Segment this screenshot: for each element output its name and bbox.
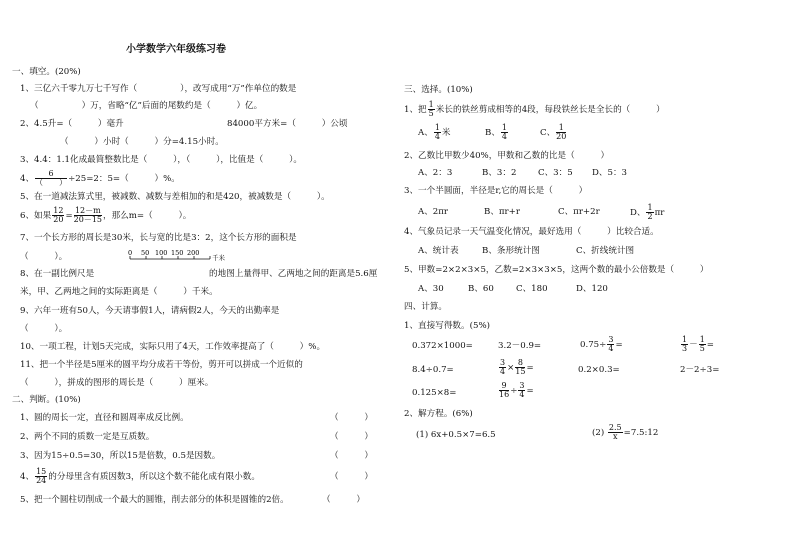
judge-4-prefix: 4、 — [20, 472, 35, 482]
scale-label: 0 — [128, 249, 133, 257]
equals-sign: = — [65, 211, 73, 221]
choice-option: C、3：5 — [538, 168, 573, 178]
question-9-line-1: 9、六年一班有50人，今天请事假1人，请病假2人，今天的出勤率是 — [20, 306, 280, 316]
calc-item — [498, 359, 534, 376]
answer-paren: （ ） — [330, 413, 373, 423]
option-suffix: πr — [654, 208, 665, 218]
calc-operator: － — [689, 340, 698, 350]
option-fraction — [434, 124, 441, 141]
fraction-denominator: （ ） — [35, 178, 68, 187]
fraction-denominator: 5 — [428, 109, 434, 118]
fraction-numerator: 1 — [699, 335, 705, 344]
question-2-line-2: （ ）小时（ ）分=4.15小时。 — [60, 137, 224, 147]
calc-fraction — [499, 382, 509, 399]
choice-5: 5、甲数=2×2×3×5，乙数=2×3×3×5，这两个数的最小公倍数是（ ） — [404, 265, 709, 275]
calc-fraction — [515, 359, 525, 376]
calc-operator: ÷ — [510, 386, 518, 396]
fraction-denominator: 5 — [699, 344, 705, 353]
question-1-line-1: 1、三亿六千零九万七千写作（ ），改写成用“万”作单位的数是 — [20, 84, 297, 94]
fraction-denominator: 20 — [53, 215, 64, 224]
judge-4 — [20, 468, 260, 485]
question-4-prefix: 4、 — [20, 174, 35, 184]
choice-1-fraction — [428, 101, 435, 118]
choice-option: A、2πr — [418, 207, 449, 217]
calc-item — [680, 336, 714, 353]
choice-option: D、5：3 — [592, 168, 628, 178]
question-11-line-2: （ ），拼成的图形的周长是（ ）厘米。 — [20, 378, 214, 388]
judge-4-suffix: 的分母里含有质因数3，所以这个数不能化成有限小数。 — [48, 472, 260, 482]
fraction-denominator: 4 — [519, 390, 525, 399]
choice-option: A、2：3 — [418, 168, 453, 178]
calc-item: 0.372×1000= — [412, 341, 473, 351]
fraction-numerator: 12－m — [74, 206, 101, 215]
map-scale-bar — [124, 248, 234, 262]
page-title: 小学数学六年级练习卷 — [126, 44, 226, 55]
fraction-denominator: 4 — [608, 344, 614, 353]
question-3: 3、4.4：1.1化成最简整数比是（ ），（ ），比值是（ ）。 — [20, 155, 303, 165]
option-label: A、 — [418, 128, 433, 138]
answer-paren: （ ） — [330, 451, 373, 461]
fraction-numerator: 6 — [35, 170, 67, 179]
fraction-numerator: 1 — [428, 100, 434, 109]
judge-4-fraction — [35, 468, 47, 485]
option-fraction — [501, 124, 508, 141]
judge-5: 5、把一个圆柱切削成一个最大的圆锥，削去部分的体积是圆锥的2倍。 — [20, 495, 289, 505]
fraction-denominator: x — [613, 432, 618, 441]
question-2-part-2: 84000平方米=（ ）公顷 — [227, 119, 348, 129]
calc-fraction — [518, 382, 525, 399]
calc-item — [580, 336, 623, 353]
calc-item: 0.125×8= — [412, 388, 457, 398]
judge-2: 2、两个不同的质数一定是互质数。 — [20, 432, 155, 442]
answer-paren: （ ） — [330, 432, 373, 442]
option-label: D、 — [630, 208, 646, 218]
fraction-numerator: 12 — [53, 206, 64, 215]
choice-2: 2、乙数比甲数少40%，甲数和乙数的比是（ ） — [404, 151, 610, 161]
fraction-denominator: 3 — [682, 344, 688, 353]
fraction-numerator: 3 — [500, 358, 506, 367]
answer-paren: （ ） — [330, 472, 373, 482]
calc-operator: × — [507, 363, 515, 373]
question-5: 5、在一道减法算式里，被减数、减数与差相加的和是420，被减数是（ ）。 — [20, 192, 330, 202]
question-4 — [20, 170, 180, 187]
question-8-line-1: 的地图上量得甲、乙两地之间的距离是5.6厘 — [209, 269, 378, 279]
choice-3: 3、一个半圆面，半径是r,它的周长是（ ） — [404, 186, 588, 196]
equation-2 — [592, 424, 658, 441]
calc-equals: = — [706, 340, 714, 350]
fraction-numerator: 9 — [499, 382, 509, 391]
equation-1: (1) 6x+0.5×7=6.5 — [416, 430, 496, 440]
choice-option: B、3：2 — [482, 168, 517, 178]
fraction-denominator: 20－15 — [73, 215, 102, 224]
judge-1: 1、圆的周长一定，直径和圆周率成反比例。 — [20, 413, 189, 423]
fraction-numerator: 1 — [434, 123, 440, 132]
choice-option: C、折线统计图 — [576, 246, 635, 256]
choice-option: B、πr+r — [484, 207, 520, 217]
choice-option: C、180 — [516, 284, 548, 294]
question-7-line-2: （ ）。 — [20, 252, 68, 262]
fraction-numerator: 1 — [682, 335, 688, 344]
calc-fraction — [499, 359, 506, 376]
judge-3: 3、因为15÷0.5=30，所以15是倍数，0.5是因数。 — [20, 451, 221, 461]
equation-heading: 2、解方程。(6%) — [404, 409, 473, 419]
calc-text: 0.75÷ — [580, 340, 607, 350]
choice-option: C、πr+2r — [558, 207, 600, 217]
calc-fraction — [699, 336, 706, 353]
choice-1 — [404, 101, 665, 118]
fraction-numerator: 1 — [501, 123, 508, 132]
fraction-numerator: 3 — [519, 381, 525, 390]
fraction-denominator: 4 — [501, 132, 508, 141]
question-1-line-2: （ ）万，省略“亿”后面的尾数约是（ ）亿。 — [30, 101, 263, 111]
question-8-line-2: 米，甲、乙两地之间的实际距离是（ ）千米。 — [20, 287, 218, 297]
choice-4: 4、气象员记录一天气温变化情况，最好选用（ ）比较合适。 — [404, 227, 659, 237]
calc-item: 2－2÷3= — [680, 365, 720, 375]
choice-1-suffix: 米长的铁丝剪成相等的4段，每段铁丝长是全长的（ ） — [435, 105, 665, 115]
calc-item: 0.2×0.3= — [578, 365, 620, 375]
calc-equals: = — [615, 340, 623, 350]
equation-2-suffix: =7.5:12 — [623, 428, 659, 438]
choice-option: D、120 — [576, 284, 608, 294]
choice-option: A、统计表 — [418, 246, 459, 256]
question-4-fraction — [35, 170, 67, 187]
option-fraction — [556, 124, 566, 141]
fraction-numerator: 2.5 — [608, 423, 622, 432]
fraction-numerator: 15 — [36, 467, 47, 476]
choice-1-prefix: 1、把 — [404, 105, 427, 115]
fraction-numerator: 8 — [515, 359, 525, 368]
equation-2-prefix: (2) — [592, 428, 605, 438]
fraction-denominator: 16 — [499, 390, 510, 399]
question-2-part-1: 2、4.5升=（ ）毫升 — [20, 119, 124, 129]
question-8-prefix: 8、在一副比例尺是 — [20, 269, 95, 279]
answer-paren: （ ） — [322, 495, 365, 505]
choice-option: A、30 — [418, 284, 444, 294]
calc-item: 8.4÷0.7= — [412, 365, 454, 375]
question-6-fraction-1 — [52, 207, 64, 224]
question-6-fraction-2 — [74, 207, 102, 224]
question-9-line-2: （ ）。 — [20, 324, 68, 334]
fraction-denominator: 15 — [515, 367, 526, 376]
option-unit: 米 — [441, 128, 451, 138]
question-7-line-1: 7、一个长方形的周长是30米，长与宽的比是3：2，这个长方形的面积是 — [20, 233, 297, 243]
option-fraction — [646, 204, 653, 221]
choice-option: B、条形统计图 — [482, 246, 540, 256]
fraction-numerator: 1 — [647, 203, 653, 212]
choice-1-option-c — [540, 124, 567, 141]
fraction-numerator: 1 — [556, 124, 566, 133]
scale-label: 200 — [187, 249, 200, 257]
choice-option: B、60 — [468, 284, 494, 294]
option-label: C、 — [540, 128, 556, 138]
calc-equals: = — [526, 386, 534, 396]
calc-equals: = — [526, 363, 534, 373]
question-4-suffix: ÷25=2：5=（ ）%。 — [68, 174, 180, 184]
equation-2-fraction — [608, 424, 623, 441]
scale-unit: 千米 — [212, 254, 225, 262]
fraction-denominator: 4 — [434, 132, 440, 141]
calc-fraction — [607, 336, 614, 353]
question-6 — [20, 207, 191, 224]
section-calculation: 四、计算。 — [404, 302, 447, 312]
calc-fraction — [681, 336, 688, 353]
calc-direct-heading: 1、直接写得数。(5%) — [404, 321, 490, 331]
option-label: B、 — [485, 128, 500, 138]
fraction-denominator: 24 — [36, 476, 47, 485]
section-fill-blank: 一、填空。(20%) — [12, 67, 81, 77]
scale-label: 150 — [171, 249, 184, 257]
fraction-denominator: 2 — [647, 212, 653, 221]
calc-item: 3.2－0.9= — [498, 341, 542, 351]
question-11-line-1: 11、把一个半径是5厘米的圆平均分成若干等份，剪开可以拼成一个近似的 — [20, 360, 303, 370]
fraction-denominator: 20 — [556, 132, 567, 141]
scale-label: 100 — [155, 249, 168, 257]
choice-1-option-a — [418, 124, 451, 141]
question-6-prefix: 6、如果 — [20, 211, 52, 221]
fraction-denominator: 4 — [500, 367, 506, 376]
choice-3-option-d — [630, 204, 664, 221]
section-choice: 三、选择。(10%) — [404, 85, 473, 95]
question-6-suffix: ，那么m=（ ）。 — [103, 211, 192, 221]
section-true-false: 二、判断。(10%) — [12, 395, 81, 405]
calc-item — [498, 382, 534, 399]
fraction-numerator: 3 — [608, 335, 614, 344]
choice-1-option-b — [485, 124, 509, 141]
scale-label: 50 — [141, 249, 150, 257]
question-10: 10、一项工程，计划5天完成，实际只用了4天，工作效率提高了（ ）%。 — [20, 342, 326, 352]
